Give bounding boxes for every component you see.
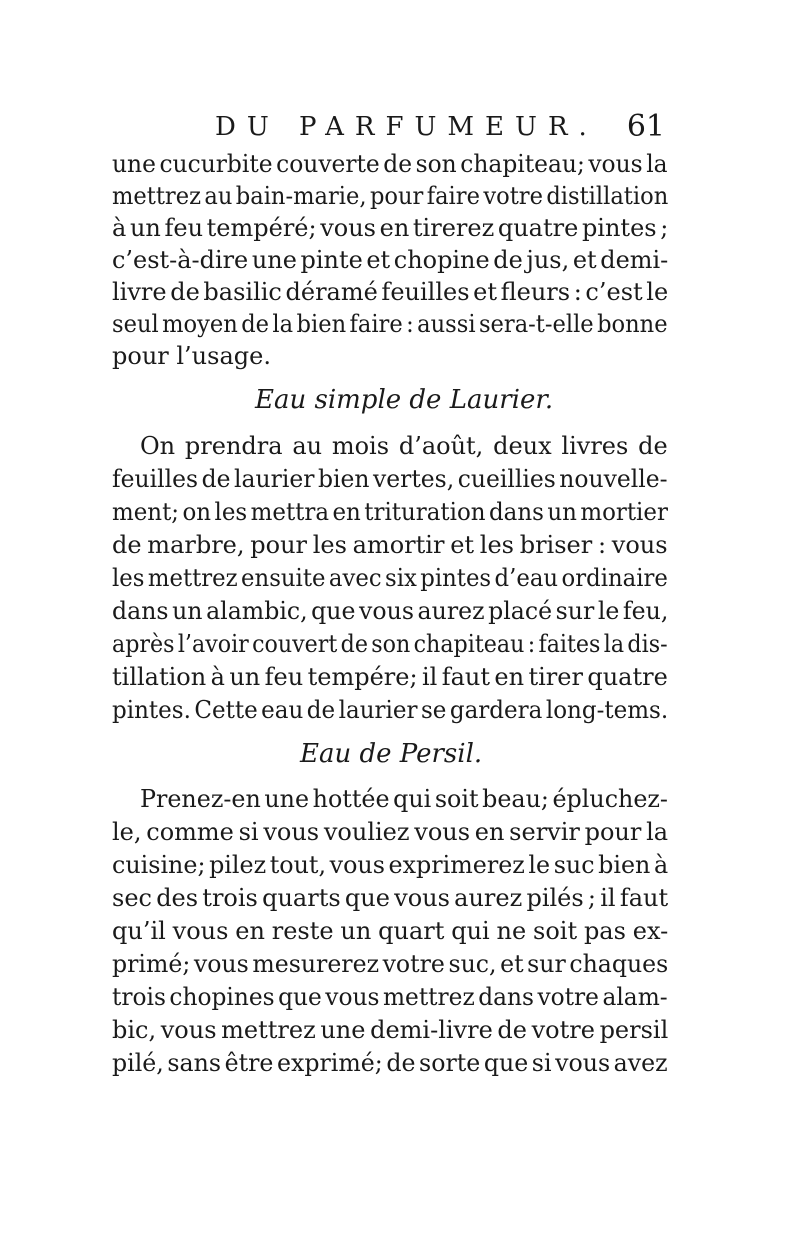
- text-line: trois chopines que vous mettrez dans votre alam-: [112, 983, 668, 1011]
- text-line: livre de basilic déramé feuilles et fleurs : c’est le: [112, 278, 669, 306]
- text-line: seul moyen de la bien faire : aussi sera-t-elle bonne: [112, 310, 668, 338]
- running-header: [215, 105, 665, 149]
- text-line: cuisine; pilez tout, vous exprimerez le suc bien à: [112, 851, 669, 879]
- section-heading-laurier: Eau simple de Laurier.: [255, 385, 554, 415]
- text-line: primé; vous mesurerez votre suc, et sur chaques: [112, 950, 669, 978]
- text-line: dans un alambic, que vous aurez placé sur le feu,: [112, 597, 669, 625]
- text-line: ment; on les mettra en trituration dans un mortier: [112, 498, 668, 526]
- text-line: feuilles de laurier bien vertes, cueillies nouvelle-: [112, 465, 668, 493]
- text-line: pintes. Cette eau de laurier se gardera long-tems.: [112, 696, 669, 724]
- text-line: pilé, sans être exprimé; de sorte que si vous avez: [112, 1049, 668, 1077]
- text-line: c’est-à-dire une pinte et chopine de jus, et demi-: [112, 246, 669, 274]
- section-heading-persil: Eau de Persil.: [300, 739, 483, 769]
- text-line: mettrez au bain-marie, pour faire votre distillation: [112, 182, 669, 210]
- text-line: tillation à un feu tempére; il faut en tirer quatre: [112, 663, 668, 691]
- text-line: sec des trois quarts que vous aurez pilés ; il faut: [112, 884, 669, 912]
- running-title: DU PARFUMEUR.: [215, 112, 598, 142]
- page-number: 61: [626, 109, 665, 144]
- text-line: de marbre, pour les amortir et les briser : vous: [112, 531, 668, 559]
- text-line: à un feu tempéré; vous en tirerez quatre pintes ;: [112, 214, 669, 242]
- text-line: Prenez-en une hottée qui soit beau; épluchez-: [140, 785, 668, 813]
- text-line: pour l’usage.: [112, 342, 271, 370]
- text-line: On prendra au mois d’août, deux livres de: [140, 432, 668, 460]
- text-line: le, comme si vous vouliez vous en servir pour la: [112, 818, 669, 846]
- text-line: bic, vous mettrez une demi-livre de votre persil: [112, 1016, 669, 1044]
- text-line: après l’avoir couvert de son chapiteau : faites la dis-: [112, 630, 668, 658]
- text-line: qu’il vous en reste un quart qui ne soit pas ex-: [112, 917, 669, 945]
- text-line: les mettrez ensuite avec six pintes d’eau ordinaire: [112, 564, 668, 592]
- text-line: une cucurbite couverte de son chapiteau; vous la: [112, 150, 668, 178]
